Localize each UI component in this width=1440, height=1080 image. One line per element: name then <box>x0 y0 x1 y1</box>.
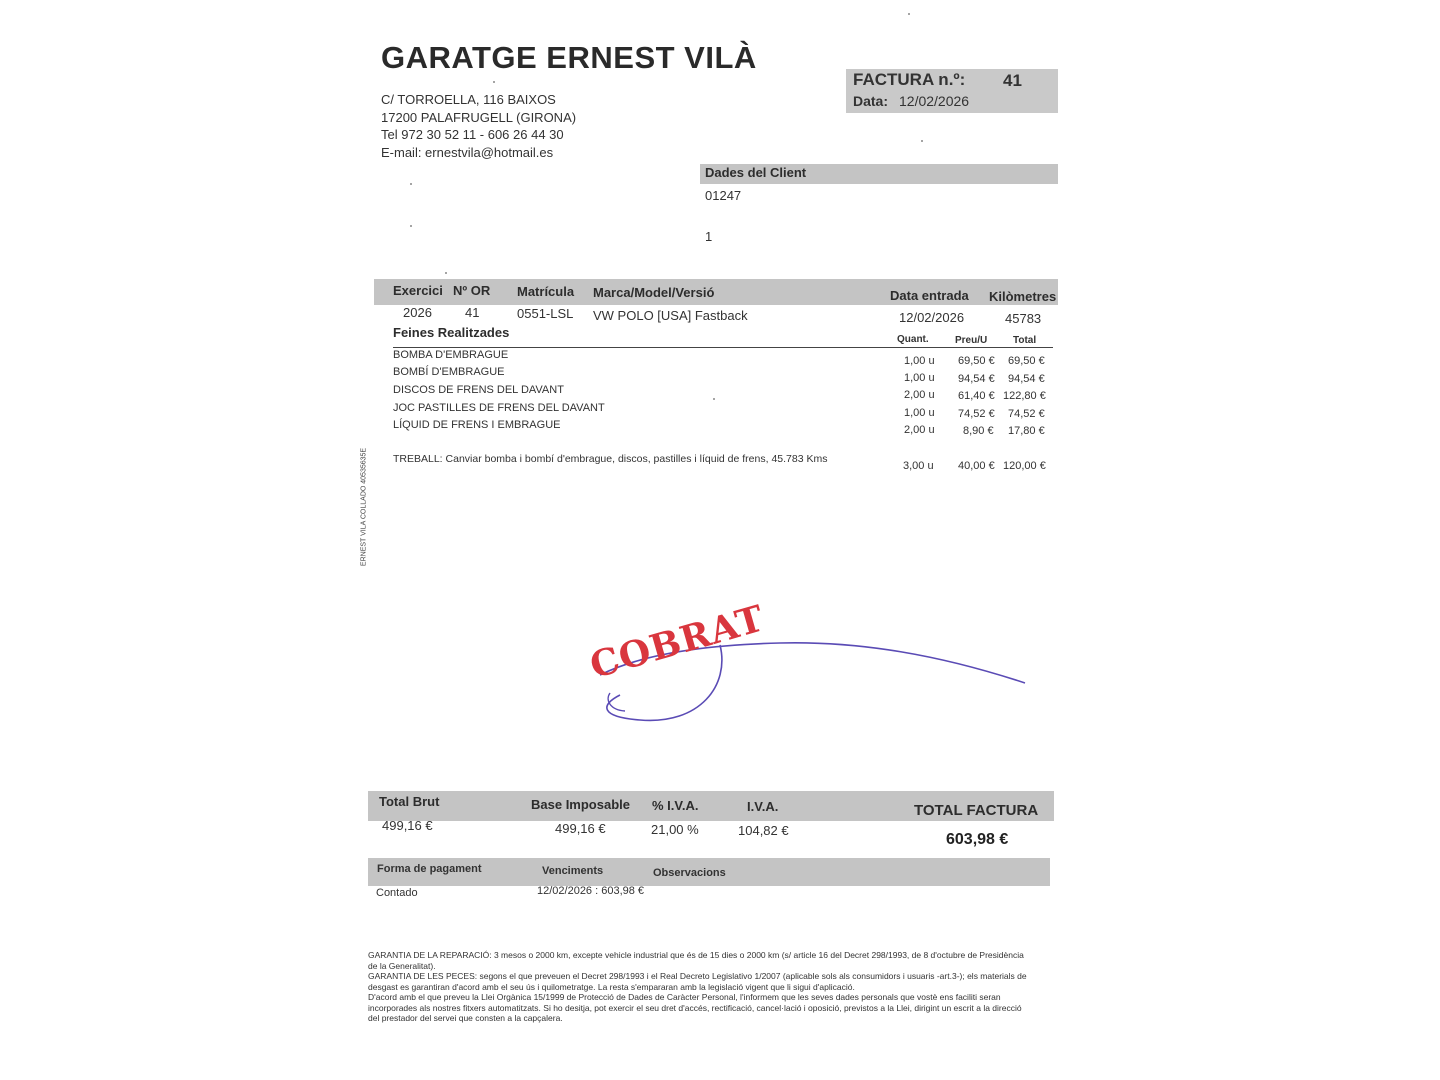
invoice-number-label: FACTURA n.º: <box>853 70 966 89</box>
company-address-line-2: 17200 PALAFRUGELL (GIRONA) <box>381 110 577 125</box>
work-item-quant: 2,00 u <box>904 424 935 436</box>
company-email: E-mail: ernestvila@hotmail.es <box>381 145 554 160</box>
vehicle-data-entrada: 12/02/2026 <box>899 310 965 325</box>
work-item-total: 74,52 € <box>1008 408 1045 420</box>
vehicle-n-or: 41 <box>465 305 480 320</box>
col-forma-pagament: Forma de pagament <box>377 863 482 875</box>
col-total-factura: TOTAL FACTURA <box>914 802 1039 819</box>
client-code: 01247 <box>705 188 742 203</box>
base-imposable-value: 499,16 € <box>555 821 606 836</box>
iva-value: 104,82 € <box>738 823 789 838</box>
scan-speck <box>921 140 923 142</box>
work-item-total: 122,80 € <box>1003 390 1046 402</box>
col-kilometres: Kilòmetres <box>989 289 1057 304</box>
col-total-brut: Total Brut <box>379 794 440 809</box>
vehicle-marca-model: VW POLO [USA] Fastback <box>593 308 748 323</box>
work-item-preu: 94,54 € <box>958 373 995 385</box>
col-marca-model: Marca/Model/Versió <box>593 285 715 300</box>
col-pct-iva: % I.V.A. <box>652 798 699 813</box>
vehicle-kilometres: 45783 <box>1005 311 1042 326</box>
scan-speck <box>493 81 495 83</box>
work-item-quant: 1,00 u <box>904 355 935 367</box>
invoice-number: 41 <box>1003 71 1022 90</box>
legal-warranty-parts: GARANTIA DE LES PECES: segons el que preveuen el Decret 298/1993 i el Real Decreto Legislativo 1/2007 (aplicable sols als consumidors i usuaris -art.3-); els materials de desgast es garantiran d'acord amb el seu ús i quilometratge. La resta s'empararan amb la legislació vigent que li sigui d'aplicació. <box>368 971 1027 992</box>
labour-preu: 40,00 € <box>958 460 995 472</box>
work-item-desc: DISCOS DE FRENS DEL DAVANT <box>393 384 564 396</box>
cobrat-stamp: COBRAT <box>585 597 770 687</box>
work-item-total: 69,50 € <box>1008 355 1045 367</box>
company-phone: Tel 972 30 52 11 - 606 26 44 30 <box>381 127 564 142</box>
company-name: GARATGE ERNEST VILÀ <box>381 40 757 75</box>
labour-desc: TREBALL: Canviar bomba i bombí d'embrague, discos, pastilles i líquid de frens, 45.783 Kms <box>393 453 828 465</box>
work-item-total: 94,54 € <box>1008 373 1045 385</box>
labour-quant: 3,00 u <box>903 460 934 472</box>
vehicle-exercici: 2026 <box>403 305 432 320</box>
labour-total: 120,00 € <box>1003 460 1046 472</box>
work-item-quant: 1,00 u <box>904 372 935 384</box>
work-item-total: 17,80 € <box>1008 425 1045 437</box>
work-item-preu: 61,40 € <box>958 390 995 402</box>
forma-pagament-value: Contado <box>376 887 418 899</box>
legal-data-protection: D'acord amb el que preveu la Llei Orgànica 15/1999 de Protecció de Dades de Caràcter Personal, l'informem que les seves dades personals que vostè ens faciliti seran incorporades als nostres fitxers automatitzats. Si ho desitja, pot exercir el seu dret d'accés, rectificació, cancel·lació i oposició, previstos a la Llei, dirigint un escrit a la direcció del prestador del servei que consten a la capçalera. <box>368 992 1022 1023</box>
col-venciments: Venciments <box>542 865 604 877</box>
client-line-2: 1 <box>705 229 713 244</box>
col-data-entrada: Data entrada <box>890 288 969 303</box>
pct-iva-value: 21,00 % <box>651 822 699 837</box>
scan-speck <box>908 13 910 15</box>
work-item-quant: 1,00 u <box>904 407 935 419</box>
work-item-preu: 8,90 € <box>963 425 994 437</box>
col-exercici: Exercici <box>393 283 443 298</box>
invoice-date-label: Data: <box>853 93 889 109</box>
col-quant: Quant. <box>897 334 929 345</box>
work-item-desc: BOMBA D'EMBRAGUE <box>393 349 509 361</box>
scan-speck <box>410 183 412 185</box>
legal-warranty-repair: GARANTIA DE LA REPARACIÓ: 3 mesos o 2000 km, excepte vehicle industrial que és de 15 dies o 2000 km (s/ article 16 del Decret 298/1993, de 8 d'octubre de Presidència de la Generalitat). <box>368 950 1024 971</box>
total-factura-value: 603,98 € <box>946 831 1009 848</box>
col-iva: I.V.A. <box>747 799 779 814</box>
col-n-or: Nº OR <box>453 283 491 298</box>
col-matricula: Matrícula <box>517 284 575 299</box>
scan-speck <box>713 398 715 400</box>
col-base-imposable: Base Imposable <box>531 797 630 812</box>
works-title: Feines Realitzades <box>393 325 510 340</box>
legal-notice <box>368 950 1028 1024</box>
work-item-quant: 2,00 u <box>904 389 935 401</box>
scan-speck <box>410 225 412 227</box>
work-item-desc: LÍQUID DE FRENS I EMBRAGUE <box>393 419 561 431</box>
work-item-desc: BOMBÍ D'EMBRAGUE <box>393 366 505 378</box>
side-vertical-text: ERNEST VILA COLLADO 40535635E <box>360 447 368 567</box>
work-item-desc: JOC PASTILLES DE FRENS DEL DAVANT <box>393 402 605 414</box>
works-header-rule <box>393 347 1053 348</box>
venciments-value: 12/02/2026 : 603,98 € <box>537 885 645 897</box>
work-item-preu: 74,52 € <box>958 408 995 420</box>
work-item-preu: 69,50 € <box>958 355 995 367</box>
total-brut-value: 499,16 € <box>382 818 433 833</box>
company-address-line-1: C/ TORROELLA, 116 BAIXOS <box>381 92 556 107</box>
col-observacions: Observacions <box>653 867 726 879</box>
client-header: Dades del Client <box>705 165 807 180</box>
vehicle-matricula: 0551-LSL <box>517 306 574 321</box>
col-preu: Preu/U <box>955 335 988 346</box>
col-total: Total <box>1013 335 1037 346</box>
invoice-date: 12/02/2026 <box>899 93 970 109</box>
scan-speck <box>445 272 447 274</box>
